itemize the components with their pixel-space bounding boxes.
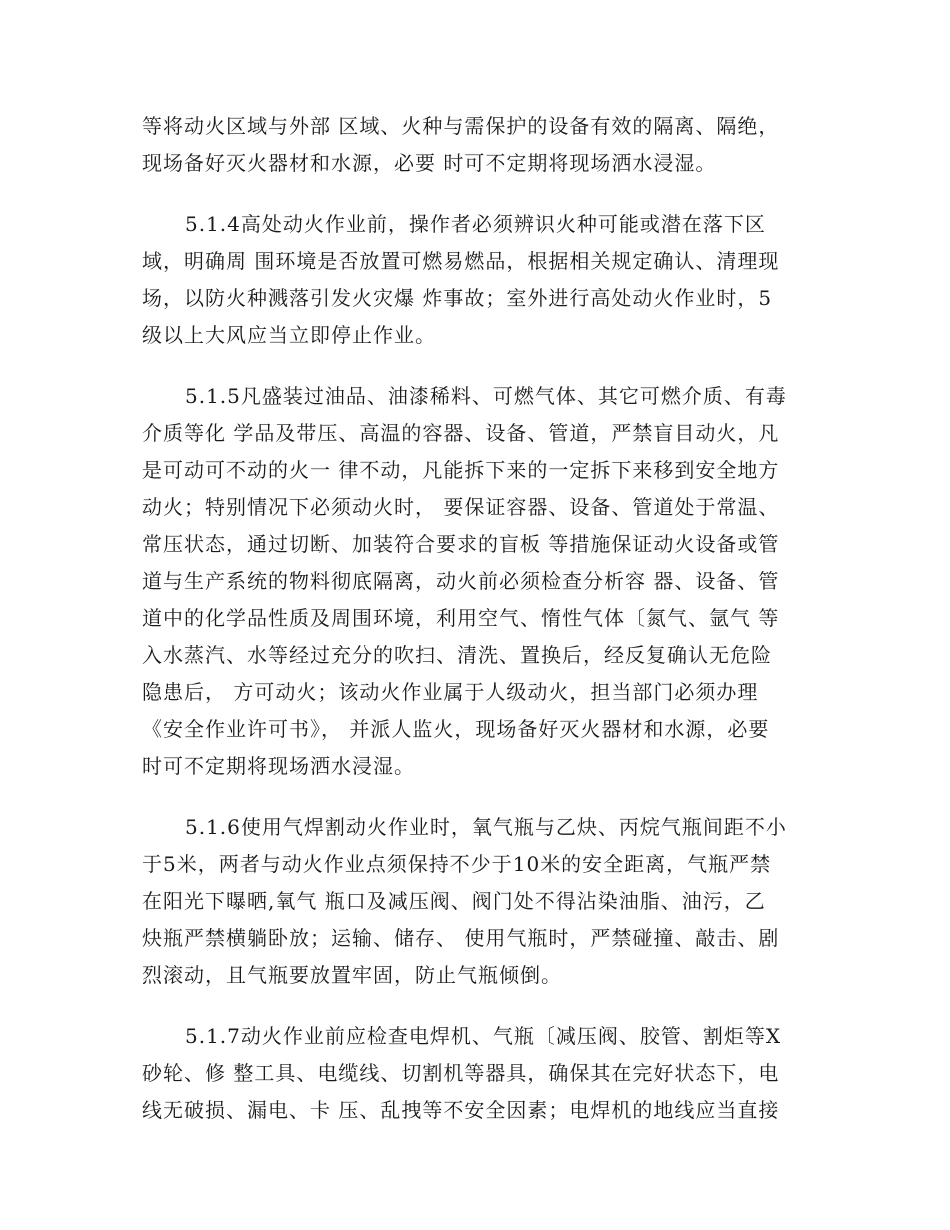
paragraph-line: 时可不定期将现场洒水浸湿。 bbox=[142, 754, 415, 778]
paragraph-line: 《安全作业许可书》， 并派人监火，现场备好灭火器材和水源，必要 bbox=[142, 717, 770, 741]
paragraph-line: 入水蒸汽、水等经过充分的吹扫、清洗、置换后，经反复确认无危险 bbox=[142, 643, 772, 667]
paragraph-line: 常压状态，通过切断、加装符合要求的盲板 等措施保证动火设备或管 bbox=[142, 532, 780, 556]
paragraph-line: 等将动火区域与外部 区域、火种与需保护的设备有效的隔离、隔绝， bbox=[142, 114, 780, 138]
paragraph-line: 现场备好灭火器材和水源，必要 时可不定期将现场洒水浸湿。 bbox=[142, 151, 717, 175]
paragraph-line: 烈滚动，且气瓶要放置牢固，防止气瓶倾倒。 bbox=[142, 963, 562, 987]
paragraph-line: 介质等化 学品及带压、高温的容器、设备、管道，严禁盲目动火，凡 bbox=[142, 421, 780, 445]
paragraph-line: 炔瓶严禁横躺卧放；运输、储存、 使用气瓶时，严禁碰撞、敲击、剧 bbox=[142, 926, 780, 950]
paragraph-line: 于5米，两者与动火作业点须保持不少于10米的安全距离，气瓶严禁 bbox=[142, 852, 772, 876]
paragraph-line: 是可动可不动的火一 律不动，凡能拆下来的一定拆下来移到安全地方 bbox=[142, 458, 780, 482]
paragraph-line: 级以上大风应当立即停止作业。 bbox=[142, 323, 436, 347]
paragraph-line: 5.1.6使用气焊割动火作业时，氧气瓶与乙炔、丙烷气瓶间距不小 bbox=[185, 815, 787, 839]
paragraph-line: 线无破损、漏电、卡 压、乱拽等不安全因素；电焊机的地线应当直接 bbox=[142, 1098, 780, 1122]
paragraph-line: 动火；特别情况下必须动火时， 要保证容器、设备、管道处于常温、 bbox=[142, 495, 780, 519]
paragraph-line: 5.1.4高处动火作业前，操作者必须辨识火种可能或潜在落下区 bbox=[185, 212, 766, 236]
paragraph-line: 5.1.5凡盛装过油品、油漆稀料、可燃气体、其它可燃介质、有毒 bbox=[185, 384, 787, 408]
paragraph-line: 道中的化学品性质及周围环境，利用空气、惰性气体〔氮气、氩气 等 bbox=[142, 606, 780, 630]
paragraph-line: 域，明确周 围环境是否放置可燃易燃品，根据相关规定确认、清理现 bbox=[142, 249, 780, 273]
paragraph-line: 隐患后， 方可动火；该动火作业属于人级动火，担当部门必须办理 bbox=[142, 680, 759, 704]
paragraph-line: 在阳光下曝晒,氧气 瓶口及减压阀、阀门处不得沾染油脂、油污，乙 bbox=[142, 889, 766, 913]
paragraph-line: 5.1.7动火作业前应检查电焊机、气瓶〔减压阀、胶管、割炬等X bbox=[185, 1024, 782, 1048]
paragraph-line: 道与生产系统的物料彻底隔离，动火前必须检查分析容 器、设备、管 bbox=[142, 569, 780, 593]
paragraph-line: 砂轮、修 整工具、电缆线、切割机等器具，确保其在完好状态下，电 bbox=[142, 1061, 780, 1085]
paragraph-line: 场，以防火种溅落引发火灾爆 炸事故；室外进行高处动火作业时，5 bbox=[142, 286, 773, 310]
